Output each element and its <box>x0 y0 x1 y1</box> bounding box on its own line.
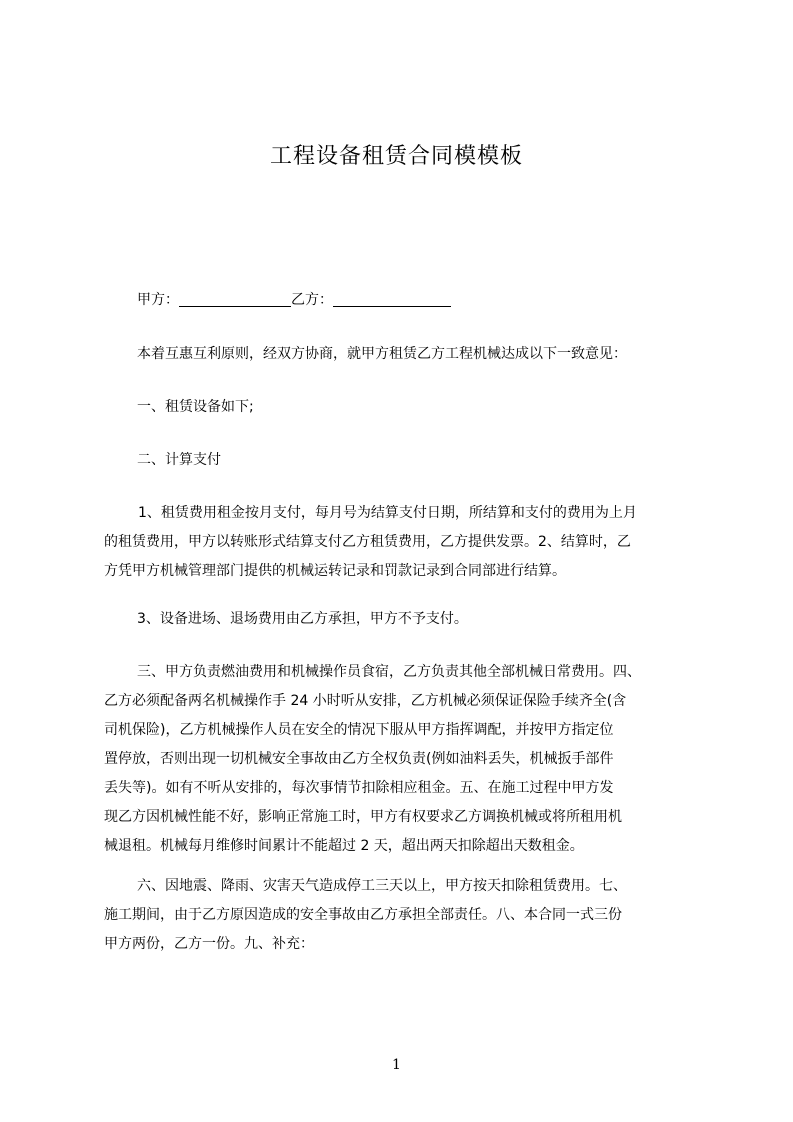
party-a-label: 甲方： <box>137 292 179 308</box>
section-payment: 二、计算支付 <box>137 452 221 468</box>
clause-line: 乙方必须配备两名机械操作手 24 小时听从安排，乙方机械必须保证保险手续齐全(含 <box>104 693 627 709</box>
party-b-blank[interactable] <box>333 292 451 307</box>
clause-line: 方凭甲方机械管理部门提供的机械运转记录和罚款记录到合同部进行结算。 <box>104 563 566 579</box>
clause-line: 1、租赁费用租金按月支付，每月号为结算支付日期，所结算和支付的费用为上月 <box>138 505 637 521</box>
document-title: 工程设备租赁合同模模板 <box>269 144 523 169</box>
clause-entry-exit-fees: 3、设备进场、退场费用由乙方承担，甲方不予支付。 <box>137 611 468 627</box>
clause-line: 置停放，否则出现一切机械安全事故由乙方全权负责(例如油料丢失，机械扳手部件 <box>104 751 614 767</box>
party-a-blank[interactable] <box>179 292 291 307</box>
party-b-label: 乙方： <box>291 292 333 308</box>
intro-paragraph: 本着互惠互利原则，经双方协商，就甲方租赁乙方工程机械达成以下一致意见： <box>137 346 627 362</box>
clause-line: 丢失等)。如有不听从安排的，每次事情节扣除相应租金。五、在施工过程中甲方发 <box>104 780 614 796</box>
clause-payment-terms <box>104 499 706 586</box>
clause-line: 的租赁费用，甲方以转账形式结算支付乙方租赁费用，乙方提供发票。2、结算时，乙 <box>104 534 631 550</box>
section-expenses-block <box>104 658 709 861</box>
clause-line: 司机保险)，乙方机械操作人员在安全的情况下服从甲方指挥调配，并按甲方指定位 <box>104 722 614 738</box>
clause-line: 三、甲方负责燃油费用和机械操作员食宿，乙方负责其他全部机械日常费用。四、 <box>137 664 641 680</box>
parties-line <box>137 286 451 315</box>
clause-line: 施工期间，由于乙方原因造成的安全事故由乙方承担全部责任。八、本合同一式三份 <box>104 907 622 923</box>
clause-line: 现乙方因机械性能不好，影响正常施工时，甲方有权要求乙方调换机械或将所租用机 <box>104 809 622 825</box>
clause-line: 甲方两份，乙方一份。九、补充： <box>104 936 314 952</box>
clause-line: 械退租。机械每月维修时间累计不能超过 2 天，超出两天扣除超出天数租金。 <box>104 838 584 854</box>
clause-line: 六、因地震、降雨、灾害天气造成停工三天以上，甲方按天扣除租赁费用。七、 <box>137 878 627 894</box>
section-force-majeure-block <box>104 872 709 959</box>
section-rental-equipment: 一、租赁设备如下; <box>137 399 254 415</box>
page-number: 1 <box>392 1057 401 1073</box>
